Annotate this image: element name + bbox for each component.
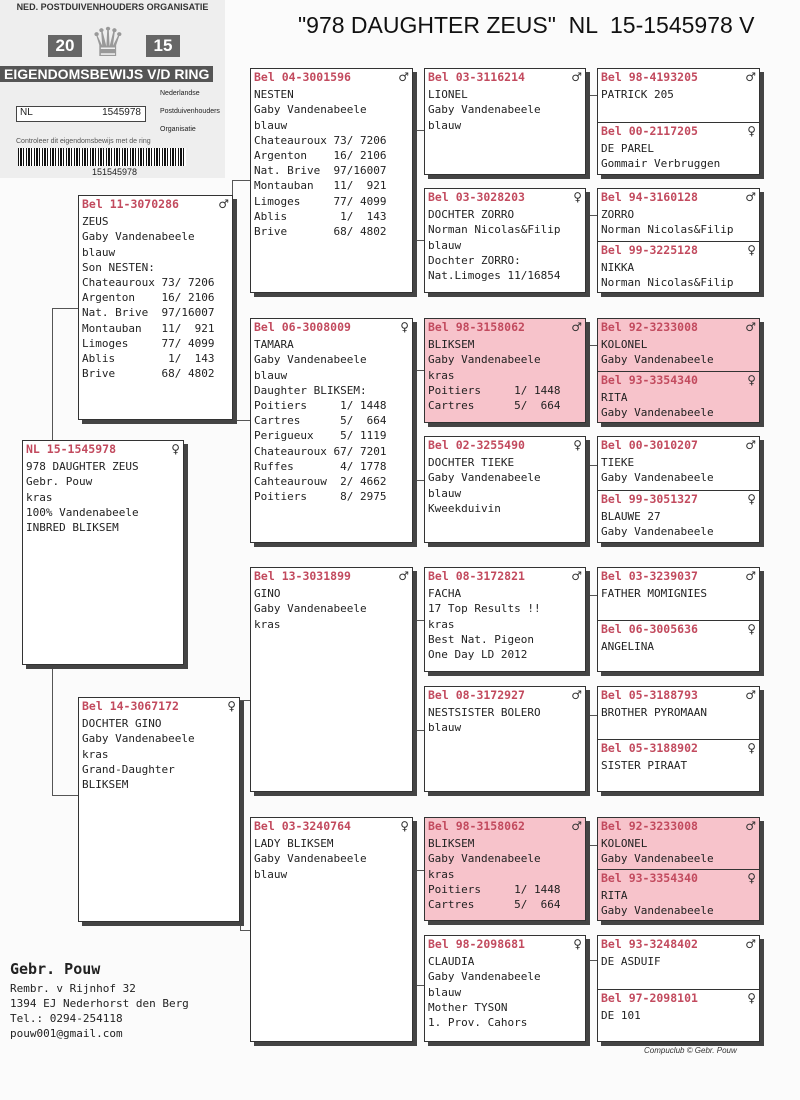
pigeon-info-line: LADY BLIKSEM	[254, 837, 334, 851]
lion-emblem-icon: ♛	[90, 20, 126, 66]
pigeon-info-line: Nat. Brive 97/16007	[254, 164, 387, 178]
pigeon-half-male	[598, 69, 759, 122]
sex-icon: ♀	[747, 242, 756, 257]
ring-number	[251, 319, 412, 337]
pigeon-card-gg3	[424, 318, 586, 423]
pigeon-info-line: DE ASDUIF	[601, 955, 661, 969]
breeder-email: pouw001@gmail.com	[10, 1027, 123, 1040]
breeder-city: 1394 EJ Nederhorst den Berg	[10, 997, 189, 1010]
pigeon-info-line: Mother TYSON	[428, 1000, 508, 1014]
ring-number	[598, 818, 759, 836]
pigeon-half-female	[598, 371, 759, 421]
certificate-side-line: Nederlandse	[160, 90, 200, 97]
pigeon-card-granddam-dam	[250, 817, 413, 1042]
pigeon-info-line: blauw	[428, 238, 462, 252]
pigeon-info-line: Chateauroux 67/ 7201	[254, 444, 387, 458]
sex-icon: ♀	[573, 190, 582, 204]
ring-number	[598, 189, 759, 207]
pigeon-info-line: Poitiers 8/ 2975	[254, 490, 387, 504]
sex-icon: ♂	[571, 70, 582, 84]
pigeon-info-line: blauw	[82, 245, 116, 259]
pigeon-half-male	[598, 687, 759, 739]
ring-text: Bel 08-3172821	[428, 569, 525, 583]
ring-number	[251, 69, 412, 87]
pigeon-info-line: Gaby Vandenabeele	[254, 602, 367, 616]
pigeon-info-line: ZEUS	[82, 215, 109, 229]
pigeon-info-line: Gaby Vandenabeele	[254, 852, 367, 866]
ring-number	[598, 123, 759, 141]
pigeon-half-male	[598, 818, 759, 869]
pigeon-info-line: Gaby Vandenabeele	[601, 524, 714, 538]
pigeon-info-line: Norman Nicolas&Filip	[601, 275, 734, 289]
ring-text: Bel 99-3051327	[601, 491, 698, 506]
sex-icon: ♂	[745, 688, 756, 702]
ring-number	[598, 687, 759, 705]
pigeon-half-male	[598, 437, 759, 490]
pigeon-info-line: 17 Top Results !!	[428, 602, 541, 616]
pigeon-info-line: Gebr. Pouw	[26, 475, 93, 489]
pigeon-card-ggg8	[597, 935, 760, 1042]
pigeon-half-female	[598, 989, 759, 1023]
pigeon-info-line: Gommair Verbruggen	[601, 156, 721, 170]
pigeon-info-line: NIKKA	[601, 260, 635, 274]
ring-number	[598, 568, 759, 586]
pigeon-info-line: kras	[428, 617, 455, 631]
certificate-side-line: Postduivenhouders	[160, 108, 220, 115]
ring-number	[598, 491, 759, 509]
sex-icon: ♂	[745, 320, 756, 334]
pigeon-info-line: Gaby Vandenabeele	[82, 732, 195, 746]
pigeon-info-line: Gaby Vandenabeele	[601, 405, 714, 419]
ring-number	[598, 870, 759, 888]
pigeon-card-grandsire-sire	[250, 68, 413, 293]
sex-icon: ♂	[571, 320, 582, 334]
pigeon-half-male	[598, 319, 759, 371]
pigeon-info-line: PATRICK 205	[601, 88, 674, 102]
sex-icon: ♂	[745, 70, 756, 84]
ring-number	[425, 818, 585, 836]
ring-text: Bel 98-3158062	[428, 320, 525, 334]
pigeon-info-line: kras	[82, 747, 109, 761]
pigeon-info-line: GINO	[254, 587, 281, 601]
pigeon-info-line: Brive 68/ 4802	[254, 225, 387, 239]
sex-icon: ♂	[571, 569, 582, 583]
pigeon-info-line: Norman Nicolas&Filip	[601, 223, 734, 237]
sex-icon: ♂	[571, 819, 582, 833]
sex-icon: ♂	[398, 569, 409, 583]
pigeon-info-line: Gaby Vandenabeele	[428, 970, 541, 984]
pigeon-info-line: NESTSISTER BOLERO	[428, 706, 541, 720]
sex-icon: ♂	[218, 197, 229, 211]
certificate-year-right: 15	[146, 35, 180, 57]
pigeon-info-line: KOLONEL	[601, 837, 648, 851]
pigeon-card-subject	[22, 440, 184, 665]
ring-number	[251, 568, 412, 586]
ring-text: Bel 93-3248402	[601, 937, 698, 951]
footer-credit: Compuclub © Gebr. Pouw	[644, 1046, 737, 1055]
pigeon-info-line: Gaby Vandenabeele	[428, 103, 541, 117]
pigeon-info-line: Montauban 11/ 921	[82, 321, 215, 335]
sex-icon: ♀	[573, 438, 582, 452]
certificate-org: NED. POSTDUIVENHOUDERS ORGANISATIE	[16, 2, 209, 12]
certificate-control-text: Controleer dit eigendomsbewijs met de ring	[16, 138, 151, 145]
pigeon-info-line: Cahteaurouw 2/ 4662	[254, 475, 387, 489]
sex-icon: ♀	[747, 741, 756, 755]
ring-text: Bel 00-2117205	[601, 123, 698, 138]
ring-text: Bel 03-3028203	[428, 190, 525, 204]
pigeon-info-line: 1. Prov. Cahors	[428, 1016, 528, 1030]
sex-icon: ♀	[400, 320, 409, 334]
ring-number	[79, 698, 239, 716]
ring-text: Bel 08-3172927	[428, 688, 525, 702]
pigeon-card-ggg4	[597, 436, 760, 543]
ring-text: Bel 13-3031899	[254, 569, 351, 583]
ring-text: Bel 03-3116214	[428, 70, 525, 84]
pigeon-card-gg4	[424, 436, 586, 543]
ring-number	[598, 69, 759, 87]
pigeon-info-line: LIONEL	[428, 88, 468, 102]
ring-number	[598, 437, 759, 455]
pigeon-card-ggg1	[597, 68, 760, 175]
ring-number	[251, 818, 412, 836]
pigeon-info-line: Cartres 5/ 664	[428, 898, 561, 912]
ring-text: Bel 02-3255490	[428, 438, 525, 452]
pigeon-info-line: Cartres 5/ 664	[254, 414, 387, 428]
ring-number	[598, 936, 759, 954]
sex-icon: ♀	[747, 372, 756, 387]
pigeon-info-line: BLIKSEM	[428, 338, 475, 352]
pigeon-card-ggg7	[597, 817, 760, 921]
pigeon-info-line: blauw	[428, 721, 462, 735]
pigeon-info-line: TAMARA	[254, 338, 294, 352]
pigeon-info-line: Poitiers 1/ 1448	[428, 383, 561, 397]
pigeon-info-line: Gaby Vandenabeele	[82, 230, 195, 244]
pigeon-info-line: FACHA	[428, 587, 462, 601]
pigeon-info-line: DE 101	[601, 1008, 641, 1022]
certificate-heading: EIGENDOMSBEWIJS V/D RING	[0, 66, 213, 82]
pigeon-card-gg7	[424, 817, 586, 921]
ring-number	[425, 568, 585, 586]
sex-icon: ♀	[747, 871, 756, 885]
pigeon-card-ggg5	[597, 567, 760, 672]
pigeon-info-line: FATHER MOMIGNIES	[601, 587, 707, 601]
pigeon-card-grandsire-dam	[250, 567, 413, 792]
pigeon-info-line: Grand-Daughter	[82, 762, 175, 776]
pigeon-info-line: CLAUDIA	[428, 955, 475, 969]
pigeon-info-line: blauw	[428, 985, 462, 999]
pigeon-card-gg8	[424, 935, 586, 1042]
pigeon-info-line: Daughter BLIKSEM:	[254, 383, 367, 397]
pigeon-info-line: Dochter ZORRO:	[428, 253, 521, 267]
ring-text: Bel 93-3354340	[601, 372, 698, 387]
sex-icon: ♀	[747, 621, 756, 636]
certificate-side-line: Organisatie	[160, 126, 196, 133]
ring-number	[598, 242, 759, 260]
pigeon-info-line: kras	[254, 617, 281, 631]
ring-number	[598, 319, 759, 337]
pigeon-info-line: Gaby Vandenabeele	[428, 852, 541, 866]
pigeon-info-line: DE PAREL	[601, 141, 654, 155]
pigeon-info-line: KOLONEL	[601, 338, 648, 352]
pigeon-info-line: blauw	[254, 867, 288, 881]
pigeon-info-line: Gaby Vandenabeele	[428, 353, 541, 367]
sex-icon: ♂	[745, 819, 756, 833]
ring-text: Bel 03-3240764	[254, 819, 351, 833]
sex-icon: ♀	[747, 123, 756, 138]
pigeon-info-line: BLIKSEM	[428, 837, 475, 851]
ring-number	[598, 621, 759, 639]
pedigree-title: "978 DAUGHTER ZEUS" NL 15-1545978 V	[298, 12, 755, 38]
pigeon-info-line: Perigueux 5/ 1119	[254, 429, 387, 443]
ring-text: Bel 98-2098681	[428, 937, 525, 951]
pigeon-card-sire	[78, 195, 233, 420]
breeder-phone: Tel.: 0294-254118	[10, 1012, 123, 1025]
pigeon-info-line: Poitiers 1/ 1448	[428, 882, 561, 896]
pigeon-card-gg6	[424, 686, 586, 792]
ring-text: Bel 98-4193205	[601, 70, 698, 84]
pigeon-card-gg2	[424, 188, 586, 293]
ring-text: Bel 00-3010207	[601, 438, 698, 452]
pigeon-info-line: Gaby Vandenabeele	[254, 103, 367, 117]
pigeon-info-line: BLAUWE 27	[601, 509, 661, 523]
pigeon-card-ggg6	[597, 686, 760, 792]
pigeon-info-line: 100% Vandenabeele	[26, 505, 139, 519]
ring-number	[425, 189, 585, 207]
ring-number	[425, 319, 585, 337]
certificate-number: 1545978	[102, 107, 141, 118]
pigeon-info-line: INBRED BLIKSEM	[26, 521, 119, 535]
breeder-address: Rembr. v Rijnhof 32	[10, 982, 136, 995]
pigeon-info-line: Argenton 16/ 2106	[82, 291, 215, 305]
pigeon-info-line: RITA	[601, 390, 628, 404]
pigeon-info-line: Gaby Vandenabeele	[601, 353, 714, 367]
pigeon-info-line: Nat. Brive 97/16007	[82, 306, 215, 320]
sex-icon: ♀	[171, 442, 180, 456]
pigeon-info-line: 978 DAUGHTER ZEUS	[26, 460, 139, 474]
pigeon-info-line: Brive 68/ 4802	[82, 367, 215, 381]
ring-text: NL 15-1545978	[26, 442, 117, 456]
pigeon-info-line: DOCHTER TIEKE	[428, 456, 515, 470]
sex-icon: ♂	[398, 70, 409, 84]
ring-text: Bel 99-3225128	[601, 242, 698, 257]
sex-icon: ♀	[747, 491, 756, 506]
pigeon-info-line: Cartres 5/ 664	[428, 399, 561, 413]
pigeon-card-gg5	[424, 567, 586, 672]
ring-number	[425, 69, 585, 87]
ring-number	[425, 687, 585, 705]
pigeon-half-female	[598, 620, 759, 654]
pigeon-half-female	[598, 241, 759, 291]
ring-number	[425, 437, 585, 455]
pigeon-info-line: Gaby Vandenabeele	[601, 904, 714, 918]
pigeon-info-line: RITA	[601, 889, 628, 903]
ring-text: Bel 05-3188793	[601, 688, 698, 702]
pigeon-info-line: DOCHTER ZORRO	[428, 208, 515, 222]
sex-icon: ♂	[745, 937, 756, 951]
barcode-number: 151545978	[92, 167, 138, 177]
pigeon-info-line: Gaby Vandenabeele	[601, 852, 714, 866]
pigeon-half-male	[598, 568, 759, 620]
pigeon-info-line: TIEKE	[601, 456, 635, 470]
pigeon-card-gg1	[424, 68, 586, 175]
pigeon-half-male	[598, 189, 759, 241]
ring-number	[79, 196, 232, 214]
pigeon-info-line: Norman Nicolas&Filip	[428, 223, 561, 237]
sex-icon: ♂	[745, 569, 756, 583]
ring-certificate	[0, 0, 225, 178]
pigeon-info-line: Gaby Vandenabeele	[601, 471, 714, 485]
pigeon-info-line: DOCHTER GINO	[82, 717, 162, 731]
ring-text: Bel 11-3070286	[82, 197, 179, 211]
pigeon-half-female	[598, 739, 759, 773]
pigeon-info-line: Chateauroux 73/ 7206	[82, 276, 215, 290]
sex-icon: ♂	[745, 190, 756, 204]
pigeon-info-line: Chateauroux 73/ 7206	[254, 133, 387, 147]
sex-icon: ♂	[571, 688, 582, 702]
pigeon-info-line: Kweekduivin	[428, 501, 501, 515]
pigeon-card-ggg3	[597, 318, 760, 423]
pigeon-info-line: blauw	[254, 118, 288, 132]
pigeon-info-line: Limoges 77/ 4099	[82, 336, 215, 350]
pigeon-info-line: Ablis 1/ 143	[254, 209, 387, 223]
sex-icon: ♀	[400, 819, 409, 833]
ring-text: Bel 14-3067172	[82, 699, 179, 713]
ring-number	[23, 441, 183, 459]
pigeon-half-female	[598, 490, 759, 540]
pigeon-info-line: Limoges 77/ 4099	[254, 194, 387, 208]
breeder-info	[10, 962, 189, 1041]
ring-text: Bel 93-3354340	[601, 871, 698, 885]
pigeon-info-line: BROTHER PYROMAAN	[601, 706, 707, 720]
breeder-name: Gebr. Pouw	[10, 960, 101, 978]
sex-icon: ♀	[227, 699, 236, 713]
pigeon-info-line: Argenton 16/ 2106	[254, 149, 387, 163]
ring-text: Bel 97-2098101	[601, 990, 698, 1005]
pigeon-info-line: Poitiers 1/ 1448	[254, 399, 387, 413]
pigeon-info-line: blauw	[254, 368, 288, 382]
barcode	[18, 148, 186, 166]
pigeon-half-female	[598, 869, 759, 919]
pigeon-info-line: ZORRO	[601, 208, 635, 222]
pigeon-info-line: blauw	[428, 118, 462, 132]
pigeon-info-line: Gaby Vandenabeele	[254, 353, 367, 367]
pigeon-info-line: Nat.Limoges 11/16854	[428, 269, 561, 283]
ring-number	[598, 740, 759, 758]
certificate-year-left: 20	[48, 35, 82, 57]
pigeon-info-line: Son NESTEN:	[82, 260, 155, 274]
pigeon-half-female	[598, 122, 759, 172]
ring-number	[598, 372, 759, 390]
ring-text: Bel 06-3008009	[254, 320, 351, 334]
sex-icon: ♀	[747, 990, 756, 1005]
pigeon-info-line: Ablis 1/ 143	[82, 352, 215, 366]
certificate-country: NL	[20, 107, 33, 118]
ring-text: Bel 98-3158062	[428, 819, 525, 833]
pigeon-info-line: Best Nat. Pigeon	[428, 632, 534, 646]
ring-text: Bel 94-3160128	[601, 190, 698, 204]
ring-text: Bel 05-3188902	[601, 741, 698, 755]
pigeon-info-line: One Day LD 2012	[428, 648, 528, 662]
pigeon-card-ggg2	[597, 188, 760, 293]
ring-text: Bel 92-3233008	[601, 819, 698, 833]
pigeon-info-line: NESTEN	[254, 88, 294, 102]
pigeon-info-line: ANGELINA	[601, 639, 654, 653]
pigeon-info-line: Gaby Vandenabeele	[428, 471, 541, 485]
pigeon-info-line: kras	[26, 490, 53, 504]
ring-text: Bel 04-3001596	[254, 70, 351, 84]
ring-number	[598, 990, 759, 1008]
pigeon-info-line: blauw	[428, 486, 462, 500]
pigeon-info-line: BLIKSEM	[82, 778, 129, 792]
certificate-ring-field	[16, 106, 146, 122]
pigeon-info-line: Ruffes 4/ 1778	[254, 459, 387, 473]
ring-text: Bel 03-3239037	[601, 569, 698, 583]
ring-text: Bel 92-3233008	[601, 320, 698, 334]
pigeon-card-dam	[78, 697, 240, 922]
ring-text: Bel 06-3005636	[601, 621, 698, 636]
sex-icon: ♀	[573, 937, 582, 951]
pigeon-info-line: kras	[428, 368, 455, 382]
sex-icon: ♂	[745, 438, 756, 452]
pigeon-info-line: kras	[428, 867, 455, 881]
pigeon-half-male	[598, 936, 759, 989]
pigeon-card-granddam-sire	[250, 318, 413, 543]
pigeon-info-line: SISTER PIRAAT	[601, 759, 688, 773]
pigeon-info-line: Montauban 11/ 921	[254, 179, 387, 193]
ring-number	[425, 936, 585, 954]
